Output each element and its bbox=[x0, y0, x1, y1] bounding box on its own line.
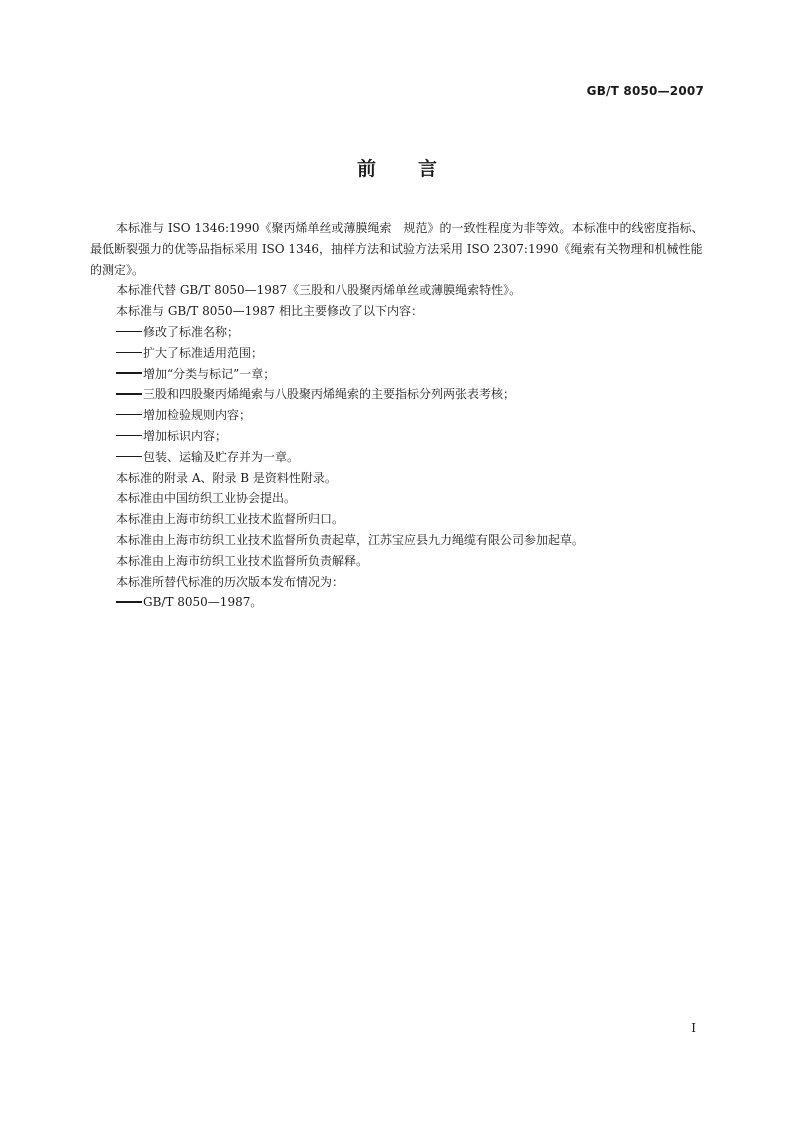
title-char-2: 言 bbox=[418, 158, 438, 180]
dash-mark bbox=[116, 372, 142, 374]
dash-mark bbox=[116, 435, 142, 437]
standard-number: GB/T 8050—2007 bbox=[586, 84, 704, 98]
change-item-text: 增加标识内容； bbox=[143, 428, 228, 443]
dash-mark bbox=[116, 456, 142, 458]
change-item-text: 增加“分类与标记”一章； bbox=[143, 366, 276, 381]
change-item bbox=[90, 364, 706, 385]
paragraph-changes-intro: 本标准与 GB/T 8050—1987 相比主要修改了以下内容： bbox=[116, 304, 423, 319]
statement-proposer: 本标准由中国纺织工业协会提出。 bbox=[116, 491, 297, 506]
statement-appendix: 本标准的附录 A、附录 B 是资料性附录。 bbox=[116, 470, 337, 485]
dash-mark bbox=[116, 601, 142, 603]
dash-mark bbox=[116, 331, 142, 333]
statement-history-intro: 本标准所替代标准的历次版本发布情况为： bbox=[116, 574, 345, 589]
history-item-text: GB/T 8050—1987。 bbox=[143, 595, 263, 610]
change-item bbox=[90, 343, 706, 364]
page-number: I bbox=[691, 1021, 696, 1035]
paragraph-equivalence: 本标准与 ISO 1346:1990《聚丙烯单丝或薄膜绳索 规范》的一致性程度为非等效。本标准中的线密度指标、最低断裂强力的优等品指标采用 ISO 1346，抽样方法和试验方法采用 ISO 2307:1990《绳索有关物理和机械性能的测定》。 bbox=[90, 221, 704, 277]
dash-mark bbox=[116, 414, 142, 416]
change-item-text: 三股和四股聚丙烯绳索与八股聚丙烯绳索的主要指标分列两张表考核； bbox=[143, 387, 516, 402]
change-item-text: 修改了标准名称； bbox=[143, 324, 240, 339]
change-item bbox=[90, 405, 706, 426]
title-char-1: 前 bbox=[356, 158, 376, 180]
dash-mark bbox=[116, 393, 142, 395]
change-item bbox=[90, 322, 706, 343]
foreword-body bbox=[90, 218, 706, 613]
change-item-text: 增加检验规则内容； bbox=[143, 408, 252, 423]
change-item bbox=[90, 384, 706, 405]
paragraph-replaces: 本标准代替 GB/T 8050—1987《三股和八股聚丙烯单丝或薄膜绳索特性》。 bbox=[116, 283, 522, 298]
change-item-text: 包装、运输及贮存并为一章。 bbox=[143, 449, 300, 464]
dash-mark bbox=[116, 352, 142, 354]
statement-drafter: 本标准由上海市纺织工业技术监督所负责起草，江苏宝应县九力绳缆有限公司参加起草。 bbox=[116, 532, 585, 547]
statement-interpretation: 本标准由上海市纺织工业技术监督所负责解释。 bbox=[116, 553, 369, 568]
change-item bbox=[90, 447, 706, 468]
change-item-text: 扩大了标准适用范围； bbox=[143, 345, 264, 360]
statement-centralized: 本标准由上海市纺织工业技术监督所归口。 bbox=[116, 512, 345, 527]
page-title bbox=[0, 154, 794, 181]
history-item bbox=[90, 592, 706, 613]
change-item bbox=[90, 426, 706, 447]
